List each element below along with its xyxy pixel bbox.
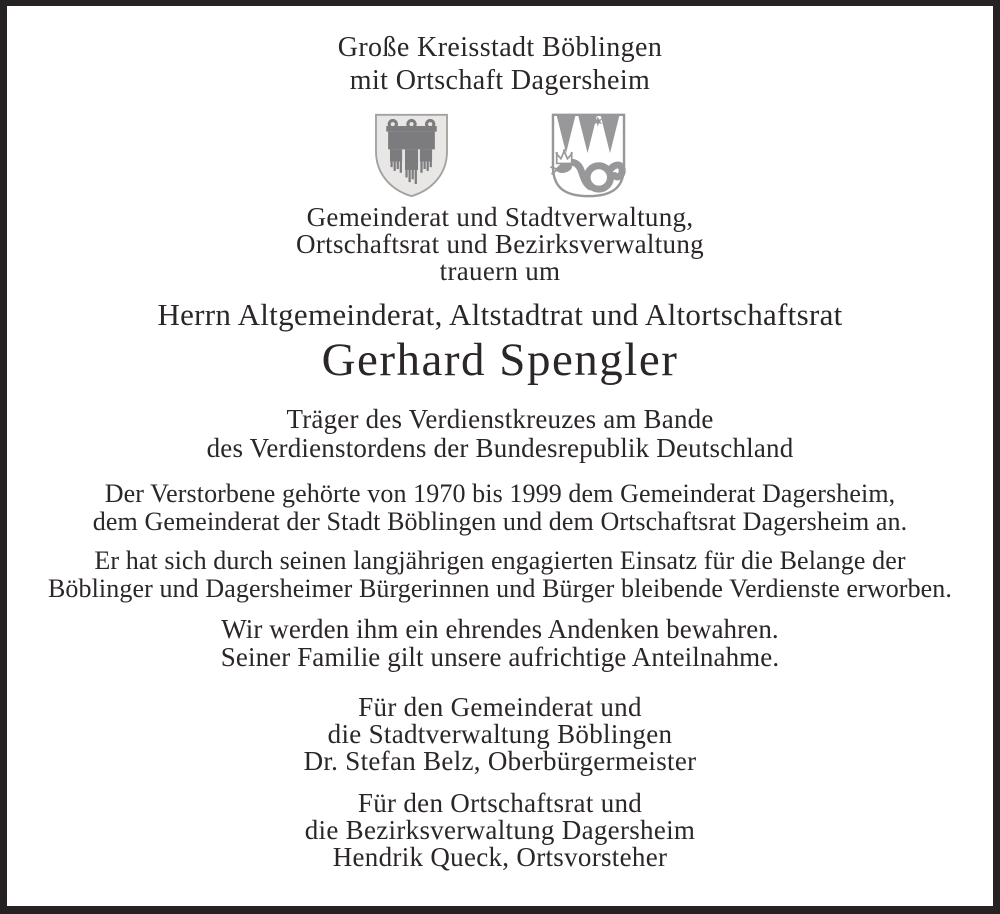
signature-2-line-1: Für den Ortschaftsrat und [357, 788, 643, 818]
paragraph-3-line-2: Seiner Familie gilt unsere aufrichtige Anteilnahme. [220, 641, 780, 672]
intro-line-2: Ortschaftsrat und Bezirksverwaltung [296, 229, 704, 259]
paragraph-1-line-2: dem Gemeinderat der Stadt Böblingen und dem Ortschaftsrat Dagersheim an. [92, 506, 908, 536]
intro-line-1: Gemeinderat und Stadtverwaltung, [306, 202, 694, 232]
signature-1-line-3: Dr. Stefan Belz, Oberbürgermeister [303, 746, 697, 776]
dagersheim-coat-of-arms-icon [549, 112, 628, 198]
paragraph-service-history [7, 480, 993, 535]
honor-line-2: des Verdienstordens der Bundesrepublik Deutschland [206, 433, 794, 463]
deceased-name: Gerhard Spengler [321, 334, 679, 386]
signature-2-line-2: die Bezirksverwaltung Dagersheim [304, 815, 696, 845]
coat-of-arms-row [7, 112, 993, 198]
signature-2-line-3: Hendrik Queck, Ortsvorsteher [332, 842, 668, 872]
signature-1-line-2: die Stadtverwaltung Böblingen [327, 719, 673, 749]
paragraph-merits [7, 547, 993, 602]
signature-1-line-1: Für den Gemeinderat und [358, 692, 642, 722]
signature-city-boeblingen [7, 694, 993, 775]
honor-block [7, 405, 993, 463]
mourning-intro [7, 204, 993, 285]
boeblingen-coat-of-arms-icon [372, 112, 451, 198]
paragraph-condolence [7, 616, 993, 671]
municipality-header [7, 31, 993, 97]
header-line-1: Große Kreisstadt Böblingen [337, 32, 663, 63]
paragraph-3-line-1: Wir werden ihm ein ehrendes Andenken bewahren. [221, 614, 779, 644]
paragraph-1-line-1: Der Verstorbene gehörte von 1970 bis 1999 dem Gemeinderat Dagersheim, [104, 479, 896, 508]
paragraph-2-line-1: Er hat sich durch seinen langjährigen engagierten Einsatz für die Belange der [94, 546, 906, 575]
header-line-2: mit Ortschaft Dagersheim [349, 65, 651, 96]
paragraph-2-line-2: Böblinger und Dagersheimer Bürgerinnen und Bürger bleibende Verdienste erworben. [47, 573, 953, 603]
signature-district-dagersheim [7, 790, 993, 871]
honor-line-1: Träger des Verdienstkreuzes am Bande [286, 404, 714, 434]
deceased-titles: Herrn Altgemeinderat, Altstadtrat und Altortschaftsrat [157, 297, 843, 332]
intro-line-3: trauern um [439, 256, 561, 286]
